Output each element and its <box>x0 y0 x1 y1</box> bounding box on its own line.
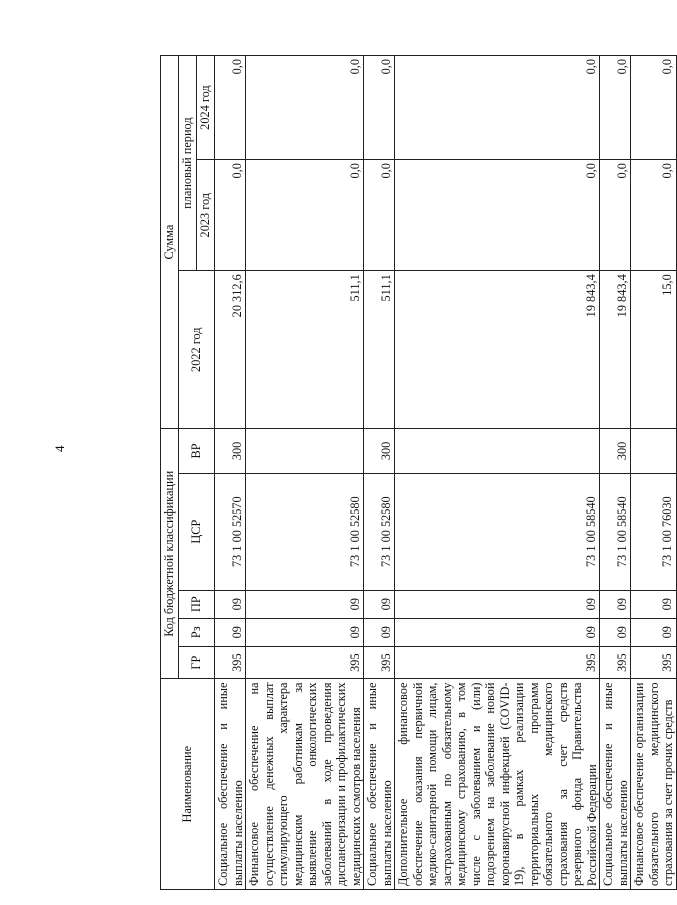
row-rz: 09 <box>215 618 246 646</box>
header-pr: ПР <box>179 590 215 618</box>
row-2024: 0,0 <box>215 56 246 160</box>
row-2023: 0,0 <box>215 160 246 271</box>
header-2022: 2022 год <box>179 271 215 429</box>
row-2024: 0,0 <box>395 56 600 160</box>
header-rz: Рз <box>179 618 215 646</box>
row-rz: 09 <box>395 618 600 646</box>
budget-table <box>160 55 677 890</box>
row-gr: 395 <box>600 646 631 679</box>
row-2022: 511,1 <box>246 271 364 429</box>
row-2023: 0,0 <box>246 160 364 271</box>
header-2023: 2023 год <box>197 160 215 271</box>
rotated-page <box>160 55 675 890</box>
row-gr: 395 <box>215 646 246 679</box>
row-pr: 09 <box>215 590 246 618</box>
table-row <box>395 56 600 890</box>
row-2022: 511,1 <box>364 271 395 429</box>
row-2022: 15,0 <box>631 271 677 429</box>
row-gr: 395 <box>631 646 677 679</box>
row-2024: 0,0 <box>631 56 677 160</box>
row-gr: 395 <box>364 646 395 679</box>
row-vr: 300 <box>215 429 246 474</box>
table-row <box>600 56 631 890</box>
row-name: Социальное обеспечение и иные выплаты населению <box>215 679 246 890</box>
row-csr: 73 1 00 52570 <box>215 473 246 590</box>
table-row <box>246 56 364 890</box>
header-gr: ГР <box>179 646 215 679</box>
row-2022: 19 843,4 <box>600 271 631 429</box>
table-row <box>631 56 677 890</box>
row-name: Дополнительное финансовое обеспечение оказания первичной медико-санитарной помощи лицам, застрахованным по обязательному медицинскому страхованию, в том числе с заболеванием и (или) подозрением на заболевание новой коронавирусной инфекцией (COVID-19), в рамках реализации территориальных программ обязательного медицинского страхования за счет средств резервного фонда Правительства Российской Федерации <box>395 679 600 890</box>
header-2024: 2024 год <box>197 56 215 160</box>
row-2022: 20 312,6 <box>215 271 246 429</box>
row-rz: 09 <box>364 618 395 646</box>
page-number: 4 <box>52 445 67 452</box>
row-2023: 0,0 <box>631 160 677 271</box>
row-csr: 73 1 00 52580 <box>246 473 364 590</box>
row-rz: 09 <box>600 618 631 646</box>
header-sum: Сумма <box>161 56 179 429</box>
header-plan-period: плановый период <box>179 56 197 271</box>
row-2024: 0,0 <box>364 56 395 160</box>
header-csr: ЦСР <box>179 473 215 590</box>
row-rz: 09 <box>246 618 364 646</box>
row-vr <box>395 429 600 474</box>
header-vr: ВР <box>179 429 215 474</box>
row-2023: 0,0 <box>364 160 395 271</box>
row-vr: 300 <box>600 429 631 474</box>
row-pr: 09 <box>600 590 631 618</box>
row-rz: 09 <box>631 618 677 646</box>
header-name: Наименование <box>161 679 215 890</box>
row-name: Социальное обеспечение и иные выплаты населению <box>600 679 631 890</box>
row-csr: 73 1 00 58540 <box>395 473 600 590</box>
row-name: Финансовое обеспечение на осуществление денежных выплат стимулирующего характера медицинским работникам за выявление онкологических заболеваний в ходе проведения диспансеризации и профилактических медицинских осмотров населения <box>246 679 364 890</box>
row-2024: 0,0 <box>246 56 364 160</box>
row-pr: 09 <box>364 590 395 618</box>
row-pr: 09 <box>631 590 677 618</box>
header-budget-code: Код бюджетной классификации <box>161 429 179 679</box>
row-vr <box>631 429 677 474</box>
row-2023: 0,0 <box>600 160 631 271</box>
row-pr: 09 <box>246 590 364 618</box>
row-csr: 73 1 00 76030 <box>631 473 677 590</box>
row-pr: 09 <box>395 590 600 618</box>
table-row <box>215 56 246 890</box>
row-vr: 300 <box>364 429 395 474</box>
row-csr: 73 1 00 58540 <box>600 473 631 590</box>
row-csr: 73 1 00 52580 <box>364 473 395 590</box>
row-gr: 395 <box>395 646 600 679</box>
row-2024: 0,0 <box>600 56 631 160</box>
row-gr: 395 <box>246 646 364 679</box>
row-2022: 19 843,4 <box>395 271 600 429</box>
row-name: Социальное обеспечение и иные выплаты населению <box>364 679 395 890</box>
row-name: Финансовое обеспечение организации обязательного медицинского страхования за счет прочих средств <box>631 679 677 890</box>
row-vr <box>246 429 364 474</box>
row-2023: 0,0 <box>395 160 600 271</box>
table-row <box>364 56 395 890</box>
